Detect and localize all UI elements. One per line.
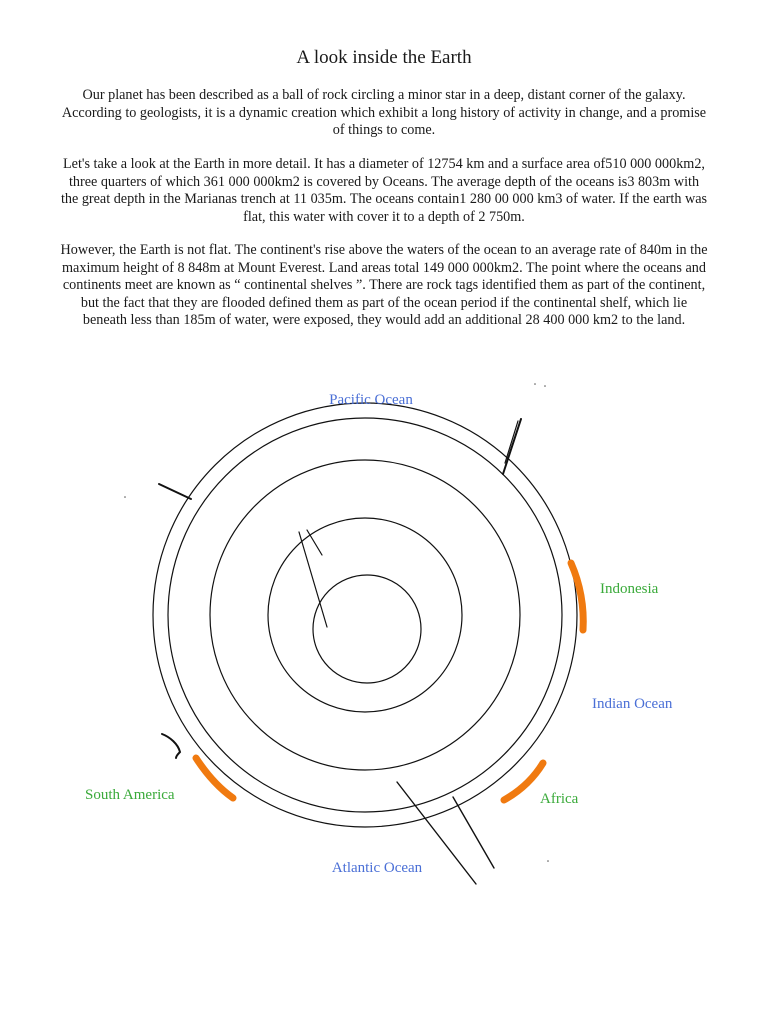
stray-dot — [547, 860, 549, 862]
pointer-line-bottom-b — [453, 797, 494, 868]
document-title: A look inside the Earth — [296, 47, 472, 68]
label-atlantic-ocean: Atlantic Ocean — [331, 860, 423, 876]
pointer-line-top-right-a — [503, 419, 521, 474]
label-south-america: South America — [85, 787, 175, 803]
shelf-highlight-africa — [504, 763, 543, 800]
crust-outer-ring — [153, 403, 577, 827]
stray-dot — [544, 385, 546, 387]
label-indonesia: Indonesia — [600, 581, 659, 597]
pointer-line-core-a — [299, 532, 327, 627]
inner-core-ring — [313, 575, 421, 683]
pointer-line-core-b — [307, 530, 322, 555]
label-indian-ocean: Indian Ocean — [592, 696, 673, 712]
mantle-ring — [210, 460, 520, 770]
pointer-line-top-right-b — [505, 421, 518, 463]
paragraph-earth-details: Let's take a look at the Earth in more detail. It has a diameter of 12754 km and a surface area of510 000 000km2, three quarters of which 361 000 000km2 is covered by Oceans. The average depth of the oceans is3 803m with the great depth in the Marianas trench at 11 035m. The oceans contain1 280 00 000 km3 of water. If the earth was flat, this water with cover it to a depth of 2 750m. — [60, 156, 708, 225]
label-pacific-ocean: Pacific Ocean — [329, 392, 413, 408]
paragraph-continents: However, the Earth is not flat. The continent's rise above the waters of the ocean to an average rate of 840m in the maximum height of 8 848m at Mount Everest. Land areas total 149 000 000km2. The point where the oceans and continents meet are known as “ continental shelves ”. There are rock tags identified them as part of the continent, but the fact that they are flooded defined them as part of the ocean period if the continental shelf, which lie beneath less than 185m of water, were exposed, they would add an additional 28 400 000 km2 to the land. — [60, 242, 708, 329]
paragraph-intro: Our planet has been described as a ball of rock circling a minor star in a deep, distant corner of the galaxy. According to geologists, it is a dynamic creation which exhibit a long history of activity in change, and a promise of things to come. — [61, 87, 707, 139]
label-africa: Africa — [540, 791, 579, 807]
stray-dot — [124, 496, 126, 498]
stray-dot — [534, 383, 536, 385]
pointer-line-top-left — [159, 484, 191, 499]
crust-inner-ring — [168, 418, 562, 812]
hook-arrow-south-america — [162, 734, 180, 758]
